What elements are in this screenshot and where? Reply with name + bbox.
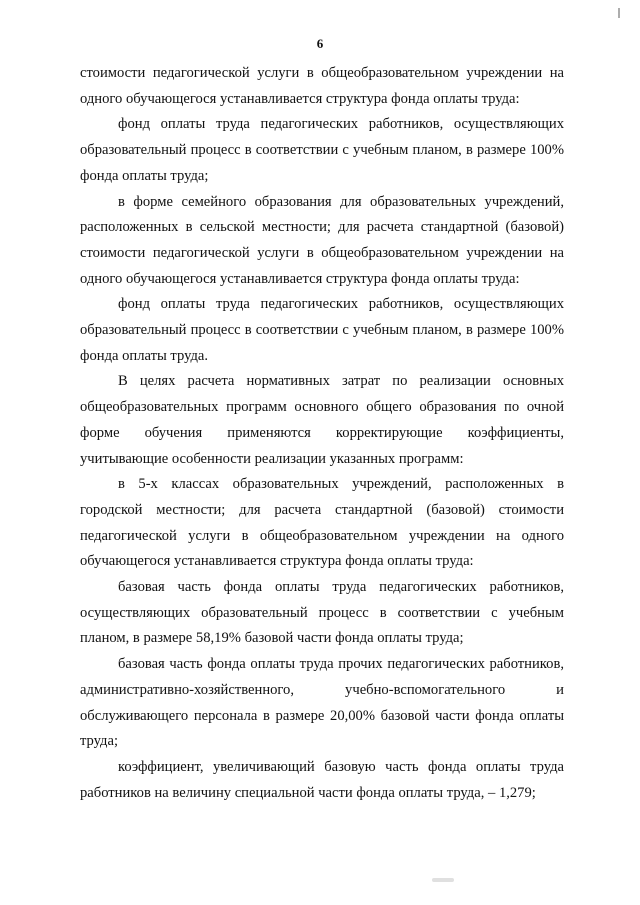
scan-artifact (618, 8, 620, 18)
document-body (80, 61, 564, 806)
paragraph: базовая часть фонда оплаты труда педагогических работников, осуществляющих образовательный процесс в соответствии с учебным планом, в размере 58,19% базовой части фонда оплаты труда; (80, 579, 564, 647)
paragraph: В целях расчета нормативных затрат по реализации основных общеобразовательных программ основного общего образования по очной форме обучения применяются корректирующие коэффициенты, учитывающие особенности реализации указанных программ: (80, 373, 564, 467)
scan-artifact (432, 878, 454, 882)
page-number: 6 (316, 36, 324, 51)
paragraph: фонд оплаты труда педагогических работников, осуществляющих образовательный процесс в соответствии с учебным планом, в размере 100% фонда оплаты труда. (80, 296, 564, 364)
paragraph: базовая часть фонда оплаты труда прочих педагогических работников, административно-хозяйственного, учебно-вспомогательного и обслуживающего персонала в размере 20,00% базовой части фонда оплаты труда; (80, 656, 564, 750)
paragraph: в 5-х классах образовательных учреждений, расположенных в городской местности; для расчета стандартной (базовой) стоимости педагогической услуги в общеобразовательном учреждении на одного обучающегося устанавливается структура фонда оплаты труда: (80, 476, 564, 570)
paragraph: коэффициент, увеличивающий базовую часть фонда оплаты труда работников на величину специальной части фонда оплаты труда, – 1,279; (80, 758, 564, 801)
paragraph: фонд оплаты труда педагогических работников, осуществляющих образовательный процесс в соответствии с учебным планом, в размере 100% фонда оплаты труда; (80, 116, 564, 184)
paragraph-continuation: стоимости педагогической услуги в общеобразовательном учреждении на одного обучающегося устанавливается структура фонда оплаты труда: (80, 65, 564, 107)
paragraph: в форме семейного образования для образовательных учреждений, расположенных в сельской местности; для расчета стандартной (базовой) стоимости педагогической услуги в общеобразовательном учреждении на одного обучающегося устанавливается структура фонда оплаты труда: (80, 193, 564, 287)
